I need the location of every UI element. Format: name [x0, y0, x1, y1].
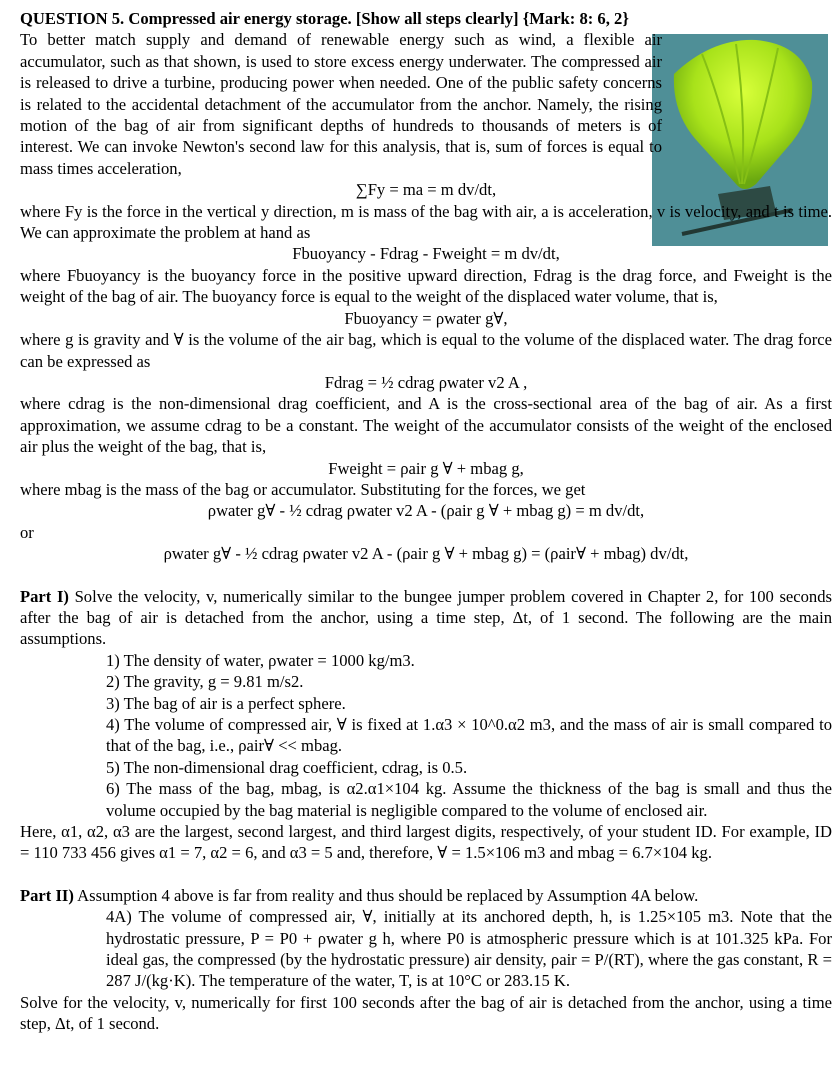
assumption-1: 1) The density of water, ρwater = 1000 kg/m3. — [106, 650, 415, 670]
assumption-5: 5) The non-dimensional drag coefficient, cdrag, is 0.5. — [106, 757, 468, 777]
part-two-paragraph — [20, 885, 832, 906]
assumption-3: 3) The bag of air is a perfect sphere. — [106, 693, 346, 713]
equation-weight: Fweight = ρair g ∀ + mbag g, — [328, 458, 524, 478]
equation-substituted-2: ρwater g∀ - ½ cdrag ρwater v2 A - (ρair g ∀ + mbag g) = (ρair∀ + mbag) dv/dt, — [163, 544, 689, 564]
assumption-6: 6) The mass of the bag, mbag, is α2.α1×104 kg. Assume the thickness of the bag is small and thus the volume occupied by the bag material is negligible compared to the volume of enclosed air. — [106, 779, 832, 820]
assumption-4: 4) The volume of compressed air, ∀ is fixed at 1.α3 × 10^0.α2 m3, and the mass of air is small compared to that of the bag, i.e., ρair∀ << mbag. — [106, 715, 832, 756]
equation-newton: ∑Fy = ma = m dv/dt, — [355, 180, 497, 200]
assumption-2: 2) The gravity, g = 9.81 m/s2. — [106, 672, 304, 692]
final-instruction: Solve for the velocity, v, numerically for first 100 seconds after the bag of air is detached from the anchor, using a time step, Δt, of 1 second. — [20, 992, 832, 1034]
student-id-paragraph: Here, α1, α2, α3 are the largest, second largest, and third largest digits, respectively, of your student ID. For example, ID = 110 733 456 gives α1 = 7, α2 = 6, and α3 = 5 and, therefore, ∀ = 1.5×106 m3 and mbag = 6.7×104 kg. — [20, 822, 832, 863]
part-two-text: Assumption 4 above is far from reality and thus should be replaced by Assumption 4A below. — [77, 885, 699, 905]
equation-drag: Fdrag = ½ cdrag ρwater v2 A , — [324, 372, 528, 392]
equation-substituted-1: ρwater g∀ - ½ cdrag ρwater v2 A - (ρair g ∀ + mbag g) = m dv/dt, — [207, 501, 645, 521]
assumption-4a: 4A) The volume of compressed air, ∀, initially at its anchored depth, h, is 1.25×105 m3. Note that the hydrostatic pressure, P = P0 + ρwater g h, where P0 is atmospheric pressure which is at 101.325 kPa. For ideal gas, the compressed (by the hydrostatic pressure) air density, ρair = P/(RT), where the gas constant, R = 287 J/(kg·K). The temperature of the water, T, is at 10°C or 283.15 K. — [106, 907, 832, 991]
part-two-heading: Part II) — [20, 885, 74, 905]
part-one-text: Solve the velocity, v, numerically similar to the bungee jumper problem covered in Chapter 2, for 100 seconds after the bag of air is detached from the anchor, using a time step, Δt, of 1 second. The following are the main assumptions. — [20, 586, 832, 649]
equation-buoyancy: Fbuoyancy = ρwater g∀, — [344, 308, 508, 328]
paragraph-bag-mass: where mbag is the mass of the bag or accumulator. Substituting for the forces, we get — [20, 479, 586, 499]
or-label: or — [20, 522, 34, 542]
paragraph-force-definitions: where Fy is the force in the vertical y direction, m is mass of the bag with air, a is acceleration, v is velocity, and t is time. We can approximate the problem at hand as — [20, 201, 832, 243]
paragraph-drag-coefficient: where cdrag is the non-dimensional drag coefficient, and A is the cross-sectional area of the bag of air. As a first approximation, we assume cdrag to be a constant. The weight of the accumulator consists of the weight of the enclosed air plus the weight of the bag, that is, — [20, 394, 832, 457]
equation-force-balance: Fbuoyancy - Fdrag - Fweight = m dv/dt, — [292, 244, 560, 264]
paragraph-gravity: where g is gravity and ∀ is the volume of the air bag, which is equal to the volume of the displaced water. The drag force can be expressed as — [20, 330, 832, 371]
question-title: QUESTION 5. Compressed air energy storage. [Show all steps clearly] {Mark: 8: 6, 2} — [20, 9, 629, 28]
part-one-paragraph — [20, 586, 832, 650]
paragraph-buoyancy: where Fbuoyancy is the buoyancy force in the positive upward direction, Fdrag is the drag force, and Fweight is the weight of the bag of air. The buoyancy force is equal to the weight of the displaced water volume, that is, — [20, 265, 832, 307]
intro-paragraph: To better match supply and demand of renewable energy such as wind, a flexible air accumulator, such as that shown, is used to store excess energy underwater. The compressed air is released to drive a turbine, producing power when needed. One of the public safety concerns is related to the accidental detachment of the accumulator from the anchor. Namely, the rising motion of the bag of air from significant depths of hundreds to thousands of meters is of interest. We can invoke Newton's second law for this analysis, that is, sum of forces is equal to mass times acceleration, — [20, 30, 662, 178]
question-document — [20, 8, 832, 1035]
part-one-heading: Part I) — [20, 586, 69, 606]
